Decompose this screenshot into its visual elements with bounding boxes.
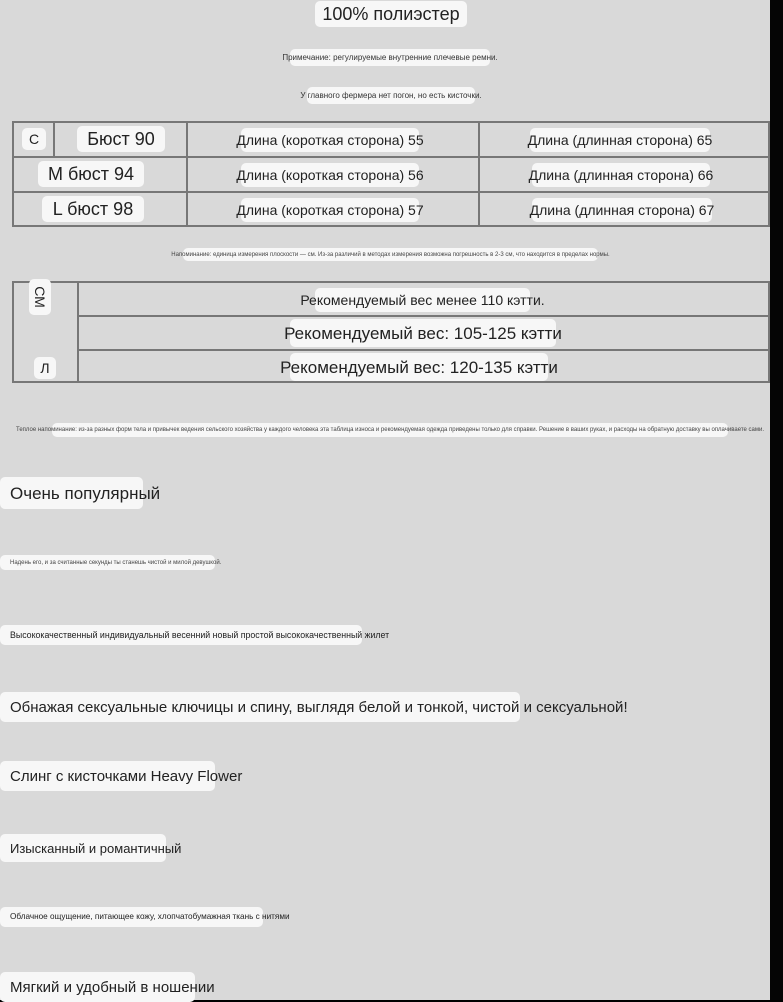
length-short: Длина (короткая сторона) 55 [241,128,419,152]
weight-table-divider [77,281,79,383]
size-table-divider [12,191,770,193]
weight-table-divider [78,349,770,351]
feature-item: Мягкий и удобный в ношении [0,972,195,1002]
weight-side-label: Л [34,357,56,379]
note-warm: Теплое напоминание: из-за разных форм тела и привычек ведения сельского хозяйства у каждого человека эта таблица износа и рекомендуемая одежда приведены только для справки. Решение в ваших руках, и расходы на обратную доставку вы оплачиваете сами. [52,423,728,437]
weight-side-label-text: СМ [32,286,48,308]
size-table-divider [12,156,770,158]
weight-recommendation: Рекомендуемый вес: 105-125 кэтти [290,319,556,347]
note-straps: Примечание: регулируемые внутренние плечевые ремни. [290,49,490,66]
bust-value: М бюст 94 [38,161,144,187]
length-long: Длина (длинная сторона) 65 [530,128,710,152]
weight-recommendation: Рекомендуемый вес: 120-135 кэтти [290,353,548,381]
length-short: Длина (короткая сторона) 56 [241,163,419,187]
material-label: 100% полиэстер [315,1,467,27]
feature-item: Изысканный и романтичный [0,834,166,862]
feature-item: Высококачественный индивидуальный весенний новый простой высококачественный жилет [0,625,362,645]
bust-value: L бюст 98 [42,196,144,222]
size-letter: С [22,128,46,150]
feature-item: Обнажая сексуальные ключицы и спину, выглядя белой и тонкой, чистой и сексуальной! [0,692,520,722]
length-short: Длина (короткая сторона) 57 [241,198,419,222]
feature-item: Облачное ощущение, питающее кожу, хлопчатобумажная ткань с нитями [0,907,263,927]
size-table-divider [478,121,480,227]
feature-item: Надень его, и за считанные секунды ты станешь чистой и милой девушкой. [0,555,215,570]
length-long: Длина (длинная сторона) 66 [532,163,710,187]
size-table-divider [53,121,55,156]
note-tassels: У главного фермера нет погон, но есть кисточки. [307,87,475,104]
weight-recommendation: Рекомендуемый вес менее 110 кэтти. [315,288,530,312]
size-table-divider [186,121,188,227]
weight-table-divider [78,315,770,317]
weight-side-label [29,279,51,315]
feature-item: Очень популярный [0,477,143,509]
length-long: Длина (длинная сторона) 67 [532,198,712,222]
bust-value: Бюст 90 [77,126,165,152]
right-edge [770,0,783,1000]
feature-item: Слинг с кисточками Heavy Flower [0,761,215,791]
note-unit: Напоминание: единица измерения плоскости — см. Из-за различий в методах измерения возможна погрешность в 2-3 см, что находится в пределах нормы. [183,248,598,261]
